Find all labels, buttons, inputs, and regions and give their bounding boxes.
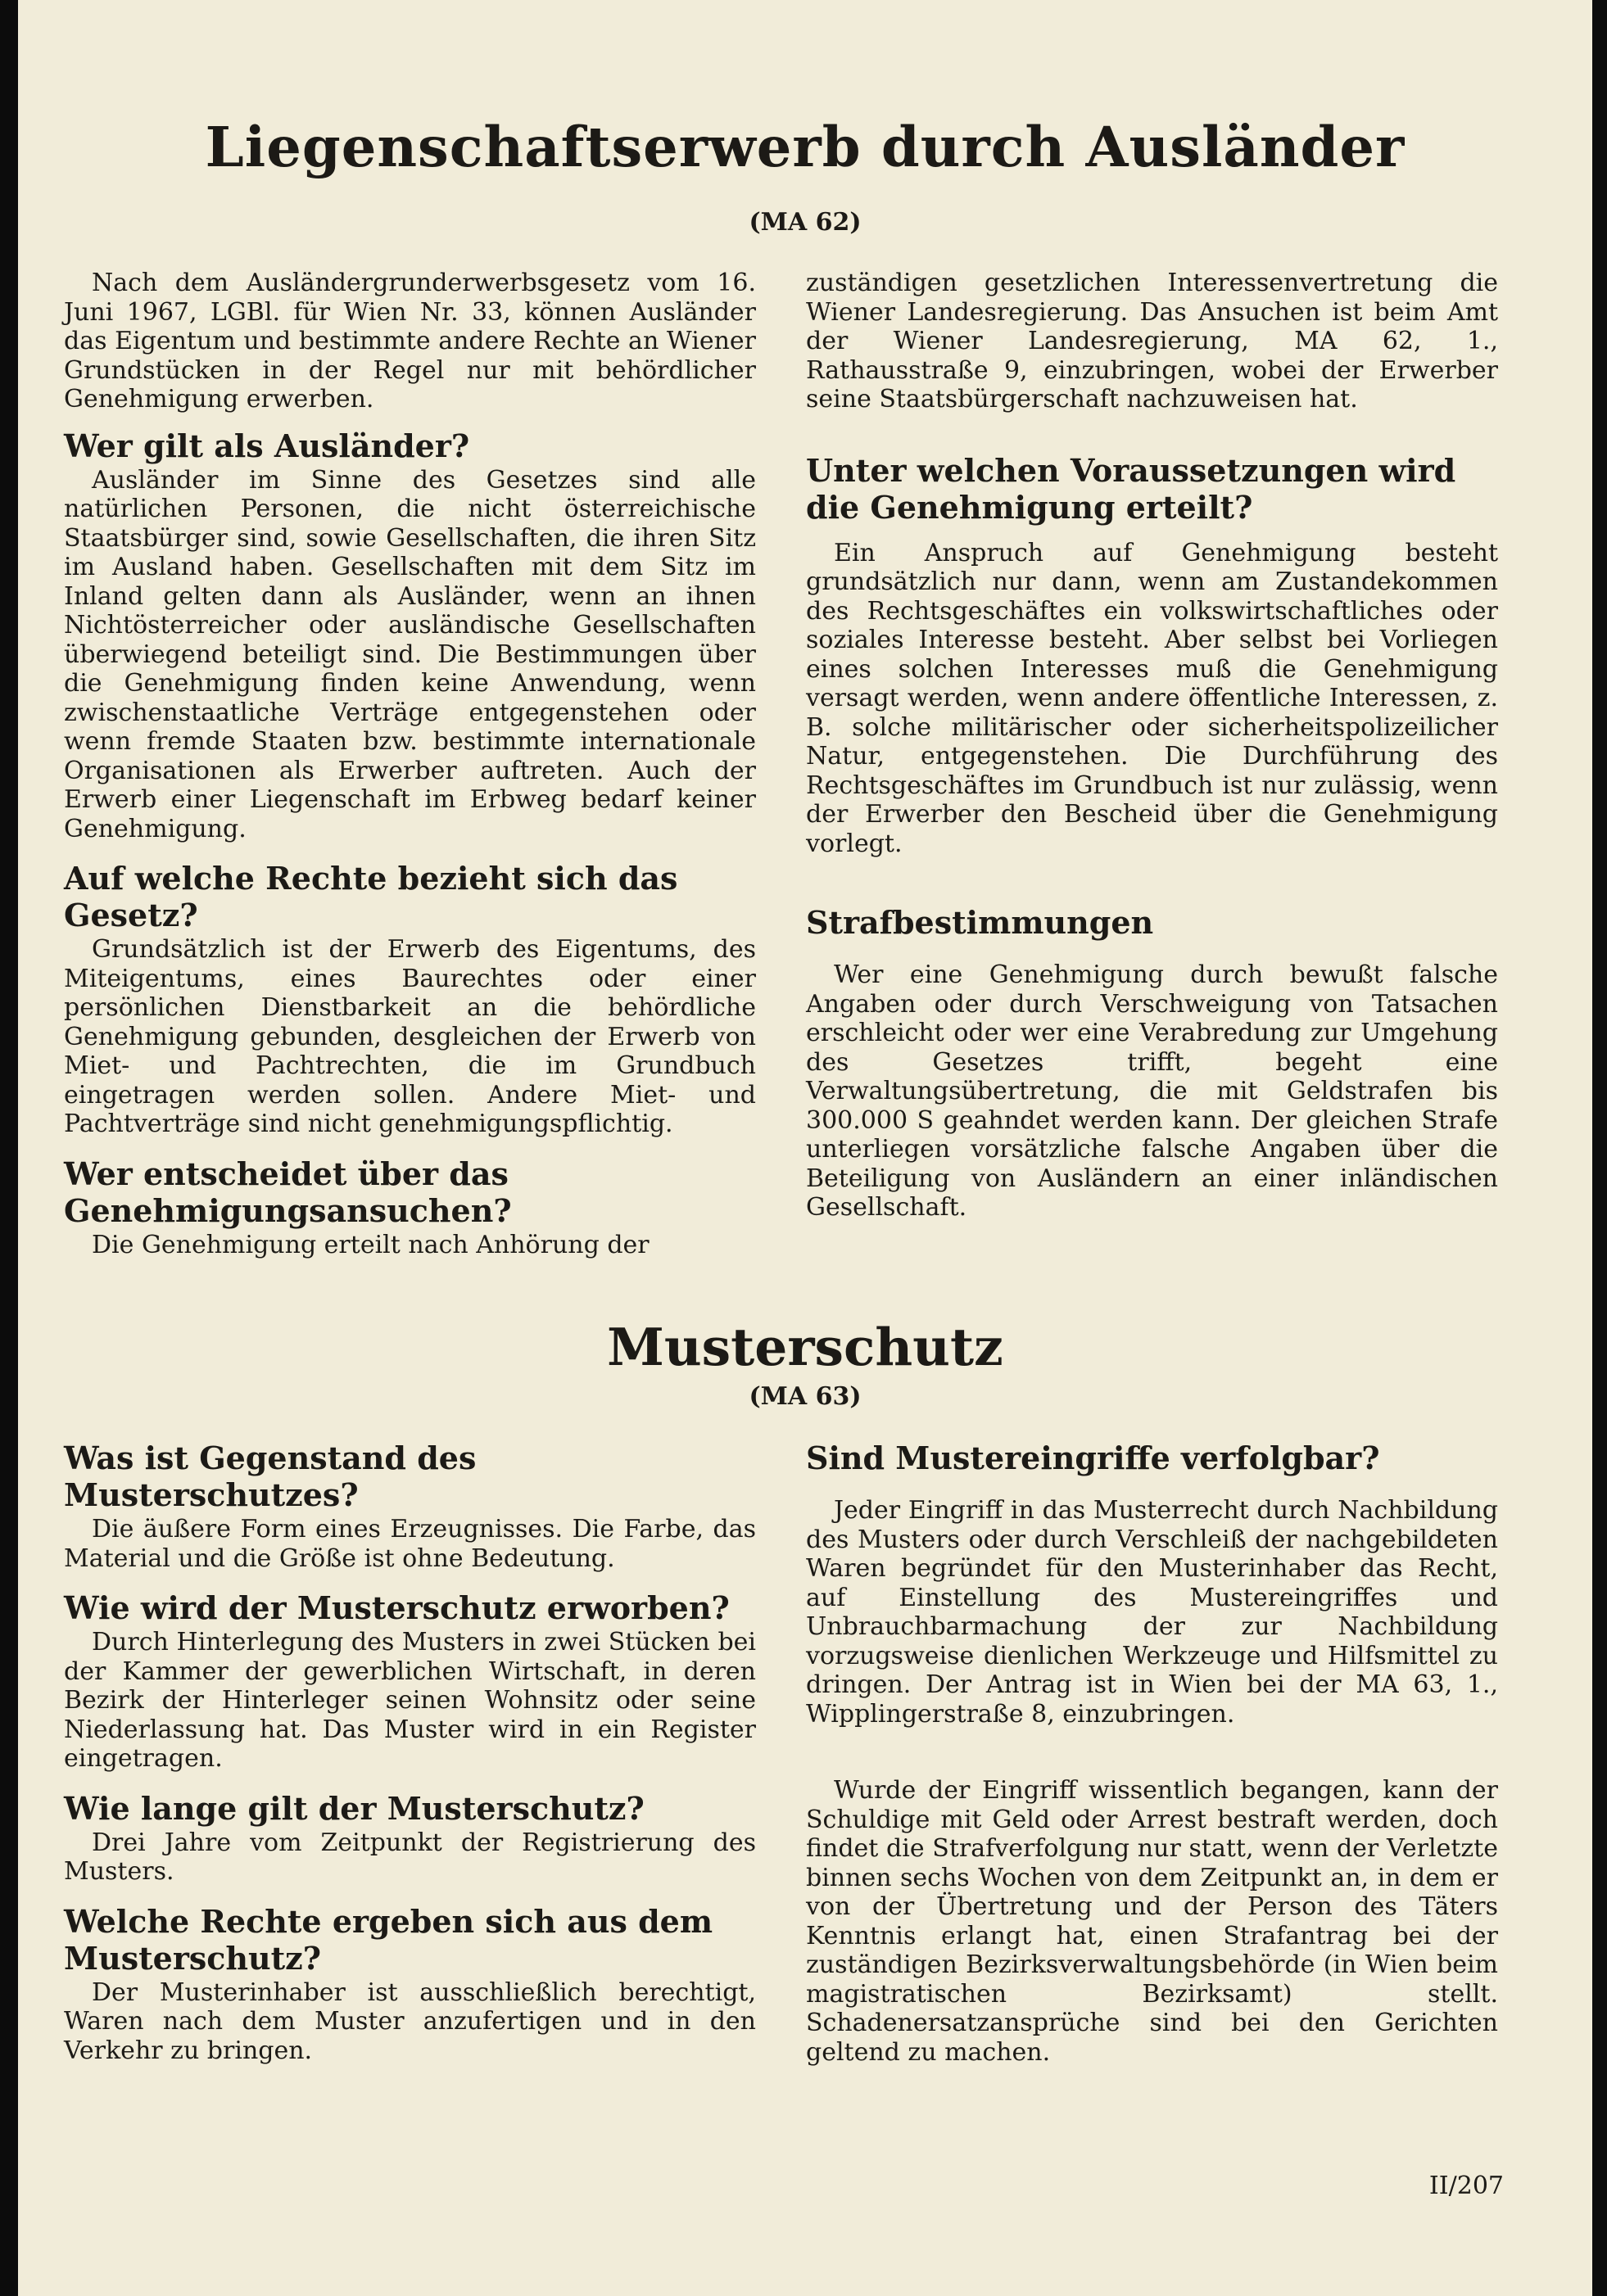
document-page [18,0,1592,2296]
article2-right-column [806,1440,1498,2067]
article-subtitle-ma62: (MA 62) [749,208,862,237]
section-text: Die äußere Form eines Erzeugnisses. Die Farbe, das Material und die Größe ist ohne Bedeutung. [64,1515,756,1573]
section-text: Jeder Eingriff in das Musterrecht durch Nachbildung des Musters oder durch Verschleiß der nachgebildeten Waren begründet für den Musterinhaber das Recht, auf Einstellung des Mustereingriffes und Unbrauchbarmachung der zur Nachbildung vorzugsweise dienlichen Werkzeuge und Hilfsmittel zu dringen. Der Antrag ist in Wien bei der MA 63, 1., Wipplingerstraße 8, einzubringen. [806,1496,1498,1729]
section-heading: Sind Mustereingriffe verfolgbar? [806,1440,1380,1476]
section-text: Durch Hinterlegung des Musters in zwei Stücken bei der Kammer der gewerblichen Wirtschaft, in deren Bezirk der Hinterleger seinen Wohnsitz oder seine Niederlassung hat. Das Muster wird in ein Register eingetragen. [64,1628,756,1773]
article-title-musterschutz: Musterschutz [607,1317,1003,1377]
section-heading: Wer entscheidet über das Genehmigungsansuchen? [64,1155,512,1229]
section-heading: Auf welche Rechte bezieht sich das Gesetz? [64,860,678,933]
intro-paragraph: Nach dem Ausländergrunderwerbsgesetz vom 16. Juni 1967, LGBl. für Wien Nr. 33, können Ausländer das Eigentum und bestimmte andere Rechte an Wiener Grundstücken in der Regel nur mit behördlicher Genehmigung erwerben. [64,269,756,414]
section-text: Die Genehmigung erteilt nach Anhörung der [92,1230,650,1259]
section-heading: Strafbestimmungen [806,904,1154,941]
article1-right-column [806,269,1498,1223]
section-heading: Unter welchen Voraussetzungen wird die Genehmigung erteilt? [806,451,1456,526]
section-heading: Welche Rechte ergeben sich aus dem Musterschutz? [64,1902,713,1977]
section-text: Wer eine Genehmigung durch bewußt falsche Angaben oder durch Verschweigung von Tatsachen erschleicht oder wer eine Verabredung zur Umgehung des Gesetzes trifft, begeht eine Verwaltungsübertretung, die mit Geldstrafen bis 300.000 S geahndet werden kann. Der gleichen Strafe unterliegen vorsätzliche falsche Angaben über die Beteiligung von Ausländern an einer inländischen Gesellschaft. [806,960,1498,1222]
section-heading: Wie wird der Musterschutz erworben? [64,1589,730,1626]
article-subtitle-ma63: (MA 63) [749,1382,862,1411]
section-heading: Was ist Gegenstand des Musterschutzes? [64,1440,477,1513]
article-title-liegenschaftserwerb: Liegenschaftserwerb durch Ausländer [205,115,1406,179]
section-text: Ein Anspruch auf Genehmigung besteht grundsätzlich nur dann, wenn am Zustandekommen des Rechtsgeschäftes ein volkswirtschaftliches oder soziales Interesse besteht. Aber selbst bei Vorliegen eines solchen Interesses muß die Genehmigung versagt werden, wenn andere öffentliche Interessen, z. B. solche militärischer oder sicherheitspolizeilicher Natur, entgegenstehen. Die Durchführung des Rechtsgeschäftes im Grundbuch ist nur zulässig, wenn der Erwerber den Bescheid über die Genehmigung vorlegt. [806,538,1498,858]
section-text: Drei Jahre vom Zeitpunkt der Registrierung des Musters. [64,1828,756,1886]
section-heading: Wer gilt als Ausländer? [64,427,470,464]
section-text: Wurde der Eingriff wissentlich begangen, kann der Schuldige mit Geld oder Arrest bestraft werden, doch findet die Strafverfolgung nur statt, wenn der Verletzte binnen sechs Wochen von dem Zeitpunkt an, in dem er von der Übertretung und der Person des Täters Kenntnis erlangt hat, einen Strafantrag bei der zuständigen Bezirksverwaltungsbehörde (in Wien beim magistratischen Bezirksamt) stellt. Schadenersatzansprüche sind bei den Gerichten geltend zu machen. [806,1776,1498,2067]
section-text: Grundsätzlich ist der Erwerb des Eigentums, des Miteigentums, eines Baurechtes oder einer persönlichen Dienstbarkeit an die behördliche Genehmigung gebunden, desgleichen der Erwerb von Miet- und Pachtrechten, die im Grundbuch eingetragen werden sollen. Andere Miet- und Pachtverträge sind nicht genehmigungspflichtig. [64,935,756,1138]
article2-left-column [64,1440,756,2065]
section-text: Ausländer im Sinne des Gesetzes sind alle natürlichen Personen, die nicht österreichische Staatsbürger sind, sowie Gesellschaften, die ihren Sitz im Ausland haben. Gesellschaften mit dem Sitz im Inland gelten dann als Ausländer, wenn an ihnen Nichtösterreicher oder ausländische Gesellschaften überwiegend beteiligt sind. Die Bestimmungen über die Genehmigung finden keine Anwendung, wenn zwischenstaatliche Verträge entgegenstehen oder wenn fremde Staaten bzw. bestimmte internationale Organisationen als Erwerber auftreten. Auch der Erwerb einer Liegenschaft im Erbweg bedarf keiner Genehmigung. [64,465,756,843]
article1-left-column [64,269,756,1259]
page-number: II/207 [1428,2172,1504,2200]
section-text-continued: zuständigen gesetzlichen Interessenvertretung die Wiener Landesregierung. Das Ansuchen ist beim Amt der Wiener Landesregierung, MA 62, 1., Rathausstraße 9, einzubringen, wobei der Erwerber seine Staatsbürgerschaft nachzuweisen hat. [806,269,1498,414]
section-heading: Wie lange gilt der Musterschutz? [64,1789,645,1827]
section-text: Der Musterinhaber ist ausschließlich berechtigt, Waren nach dem Muster anzufertigen und in den Verkehr zu bringen. [64,1977,756,2065]
